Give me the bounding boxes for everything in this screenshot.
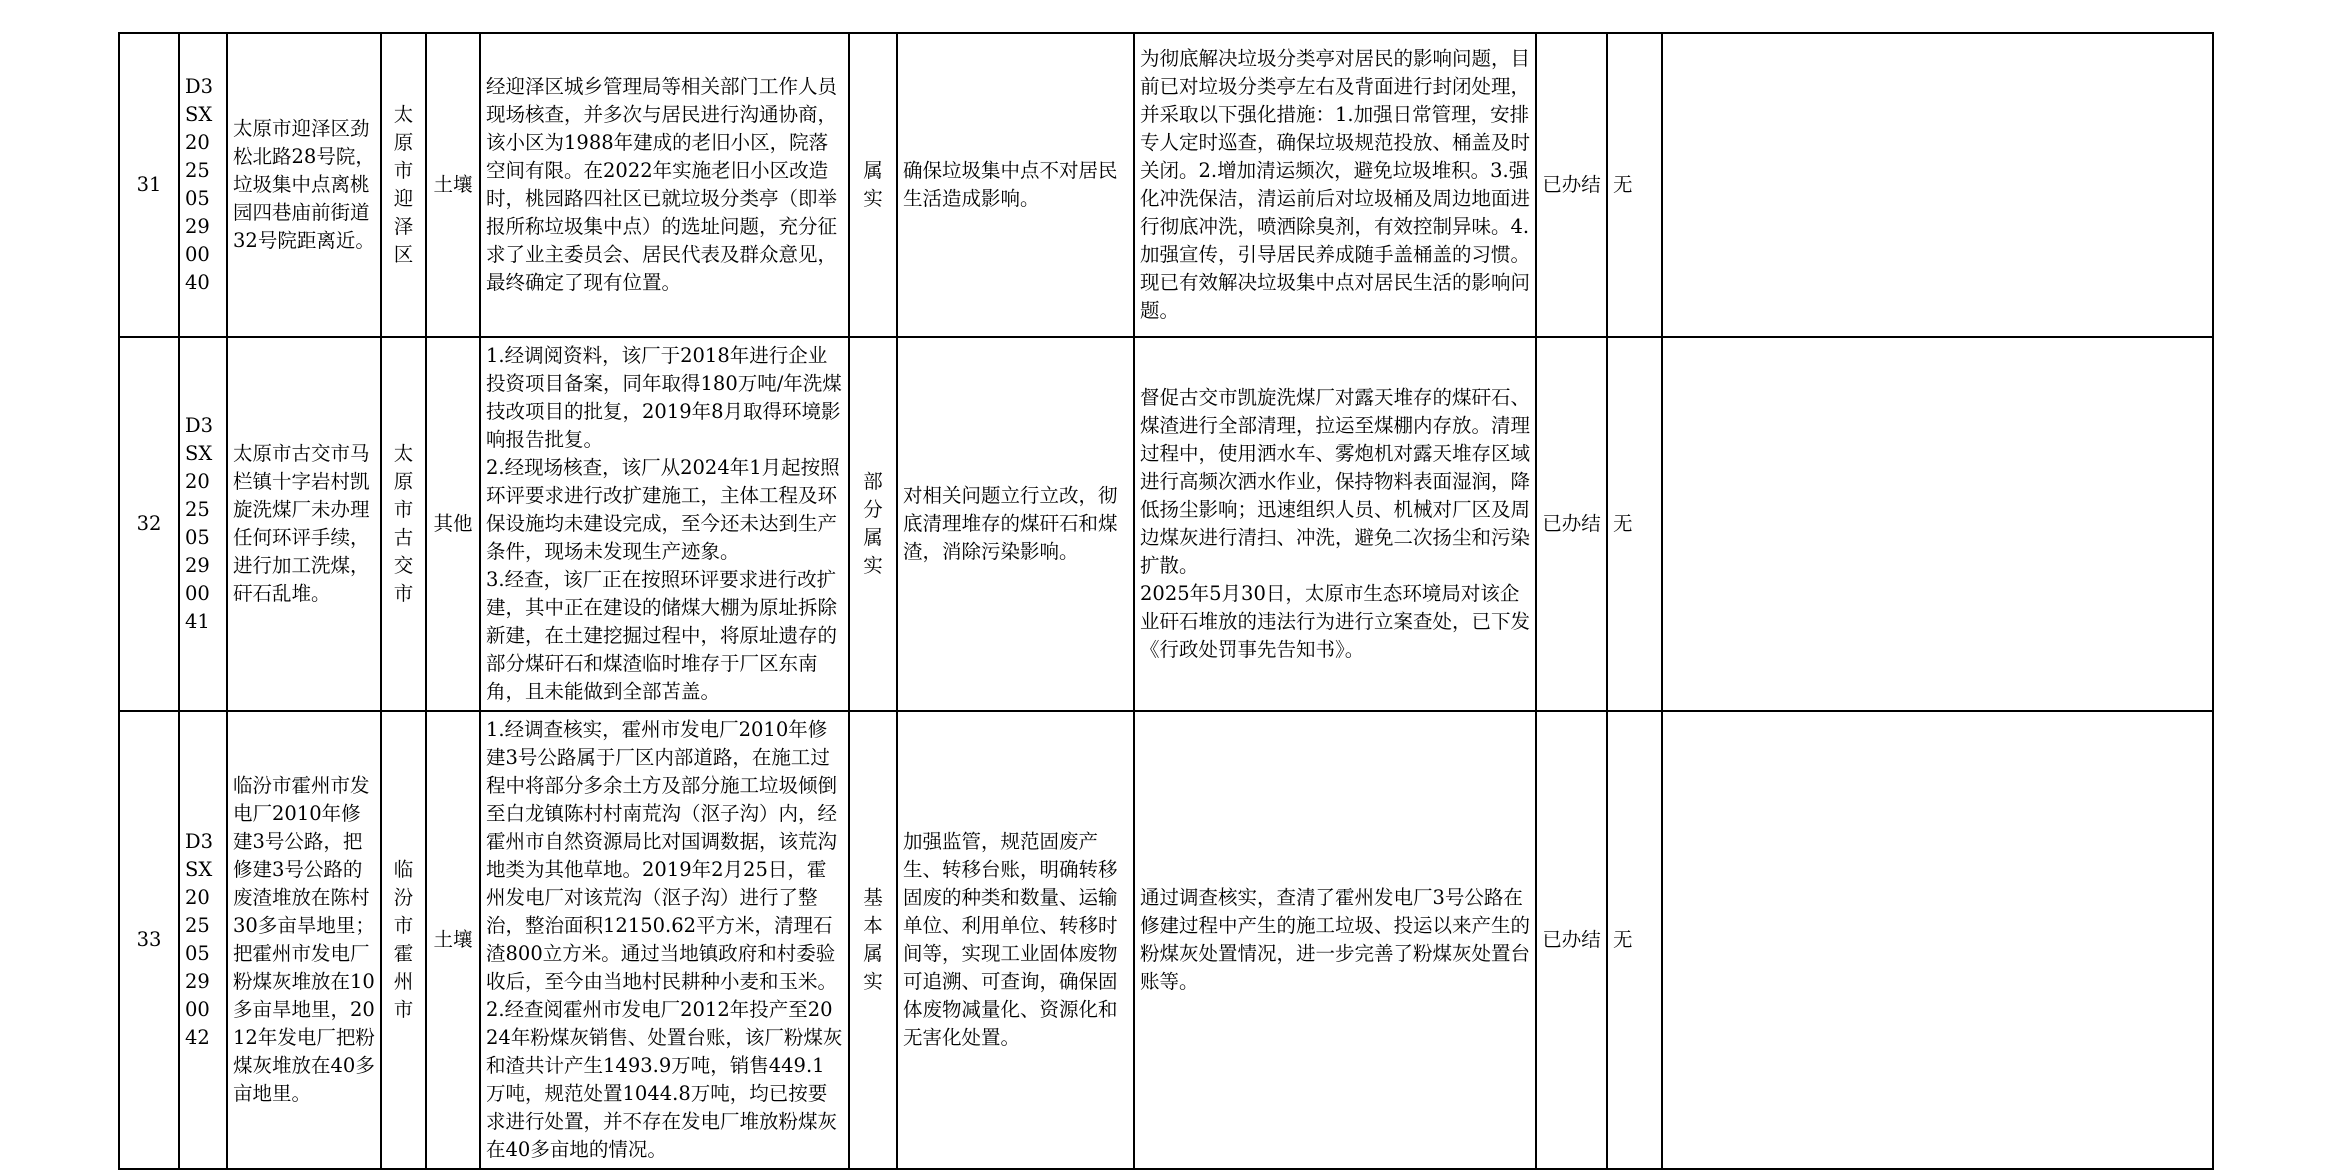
target-cell: 加强监管，规范固废产生、转移台账，明确转移固废的种类和数量、运输单位、利用单位、转移时间等，实现工业固体废物可追溯、可查询，确保固体废物减量化、资源化和无害化处置。 <box>897 711 1134 1169</box>
accountability-cell: 无 <box>1607 33 1662 337</box>
region-cell: 太原市古交市 <box>381 337 426 711</box>
blank-cell <box>1662 711 2213 1169</box>
pollution-type-cell: 土壤 <box>426 711 480 1169</box>
code-cell: D3SX20250529 0042 <box>179 711 227 1169</box>
accountability-cell: 无 <box>1607 337 1662 711</box>
verdict-cell: 基本属实 <box>849 711 897 1169</box>
investigation-paragraph: 1.经调查核实，霍州市发电厂2010年修建3号公路属于厂区内部道路，在施工过程中将部分多余土方及部分施工垃圾倾倒至白龙镇陈村村南荒沟（沤子沟）内，经霍州市自然资源局比对国调数据，该荒沟地类为其他草地。2019年2月25日，霍州发电厂对该荒沟（沤子沟）进行了整治，整治面积12150.62平方米，清理石渣800立方米。通过当地镇政府和村委验收后，至今由当地村民耕种小麦和玉米。 <box>486 718 838 993</box>
status-cell: 已办结 <box>1536 337 1607 711</box>
rectification-cell <box>1134 337 1536 711</box>
status-cell: 已办结 <box>1536 33 1607 337</box>
status-cell: 已办结 <box>1536 711 1607 1169</box>
complaint-cell: 临汾市霍州市发电厂2010年修建3号公路，把修建3号公路的废渣堆放在陈村30多亩旱地里；把霍州市发电厂粉煤灰堆放在10多亩旱地里，2012年发电厂把粉煤灰堆放在40多亩地里。 <box>227 711 381 1169</box>
rectification-paragraph: 督促古交市凯旋洗煤厂对露天堆存的煤矸石、煤渣进行全部清理，拉运至煤棚内存放。清理过程中，使用洒水车、雾炮机对露天堆存区域进行高频次洒水作业，保持物料表面湿润，降低扬尘影响；迅速组织人员、机械对厂区及周边煤灰进行清扫、冲洗，避免二次扬尘和污染扩散。 <box>1140 386 1531 577</box>
pollution-type-cell: 土壤 <box>426 33 480 337</box>
rectification-cell <box>1134 33 1536 337</box>
rectification-paragraph: 2025年5月30日，太原市生态环境局对该企业矸石堆放的违法行为进行立案查处，已下发《行政处罚事先告知书》。 <box>1140 582 1531 661</box>
table-row <box>119 337 2213 711</box>
complaint-table <box>118 32 2214 1170</box>
blank-cell <box>1662 337 2213 711</box>
investigation-cell <box>480 337 849 711</box>
rectification-paragraph: 为彻底解决垃圾分类亭对居民的影响问题，目前已对垃圾分类亭左右及背面进行封闭处理，并采取以下强化措施：1.加强日常管理，安排专人定时巡查，确保垃圾规范投放、桶盖及时关闭。2.增加清运频次，避免垃圾堆积。3.强化冲洗保洁，清运前后对垃圾桶及周边地面进行彻底冲洗，喷洒除臭剂，有效控制异味。4.加强宣传，引导居民养成随手盖桶盖的习惯。现已有效解决垃圾集中点对居民生活的影响问题。 <box>1140 47 1531 322</box>
seq-cell: 32 <box>119 337 179 711</box>
region-cell: 太原市迎泽区 <box>381 33 426 337</box>
target-cell: 对相关问题立行立改，彻底清理堆存的煤矸石和煤渣，消除污染影响。 <box>897 337 1134 711</box>
table-row <box>119 33 2213 337</box>
verdict-cell: 部分属实 <box>849 337 897 711</box>
code-cell: D3SX20250529 0040 <box>179 33 227 337</box>
accountability-cell: 无 <box>1607 711 1662 1169</box>
rectification-paragraph: 通过调查核实，查清了霍州发电厂3号公路在修建过程中产生的施工垃圾、投运以来产生的粉煤灰处置情况，进一步完善了粉煤灰处置台账等。 <box>1140 886 1531 993</box>
seq-cell: 31 <box>119 33 179 337</box>
investigation-paragraph: 经迎泽区城乡管理局等相关部门工作人员现场核查，并多次与居民进行沟通协商，该小区为1988年建成的老旧小区，院落空间有限。在2022年实施老旧小区改造时，桃园路四社区已就垃圾分类亭（即举报所称垃圾集中点）的选址问题，充分征求了业主委员会、居民代表及群众意见，最终确定了现有位置。 <box>486 75 838 294</box>
table-row <box>119 711 2213 1169</box>
region-cell: 临汾市霍州市 <box>381 711 426 1169</box>
investigation-paragraph: 2.经现场核查，该厂从2024年1月起按照环评要求进行改扩建施工，主体工程及环保设施均未建设完成，至今还未达到生产条件，现场未发现生产迹象。 <box>486 456 840 563</box>
investigation-cell <box>480 33 849 337</box>
pollution-type-cell: 其他 <box>426 337 480 711</box>
verdict-cell: 属实 <box>849 33 897 337</box>
complaint-cell: 太原市古交市马栏镇十字岩村凯旋洗煤厂未办理任何环评手续，进行加工洗煤，矸石乱堆。 <box>227 337 381 711</box>
rectification-cell <box>1134 711 1536 1169</box>
code-cell: D3SX20250529 0041 <box>179 337 227 711</box>
seq-cell: 33 <box>119 711 179 1169</box>
investigation-paragraph: 1.经调阅资料，该厂于2018年进行企业投资项目备案，同年取得180万吨/年洗煤技改项目的批复，2019年8月取得环境影响报告批复。 <box>486 344 842 451</box>
investigation-paragraph: 3.经查，该厂正在按照环评要求进行改扩建，其中正在建设的储煤大棚为原址拆除新建，在土建挖掘过程中，将原址遗存的部分煤矸石和煤渣临时堆存于厂区东南角，且未能做到全部苫盖。 <box>486 568 838 703</box>
investigation-paragraph: 2.经查阅霍州市发电厂2012年投产至2024年粉煤灰销售、处置台账，该厂粉煤灰和渣共计产生1493.9万吨，销售449.1万吨，规范处置1044.8万吨，均已按要求进行处置，并不存在发电厂堆放粉煤灰在40多亩地的情况。 <box>486 998 843 1161</box>
complaint-cell: 太原市迎泽区劲松北路28号院，垃圾集中点离桃园四巷庙前街道32号院距离近。 <box>227 33 381 337</box>
investigation-cell <box>480 711 849 1169</box>
blank-cell <box>1662 33 2213 337</box>
target-cell: 确保垃圾集中点不对居民生活造成影响。 <box>897 33 1134 337</box>
